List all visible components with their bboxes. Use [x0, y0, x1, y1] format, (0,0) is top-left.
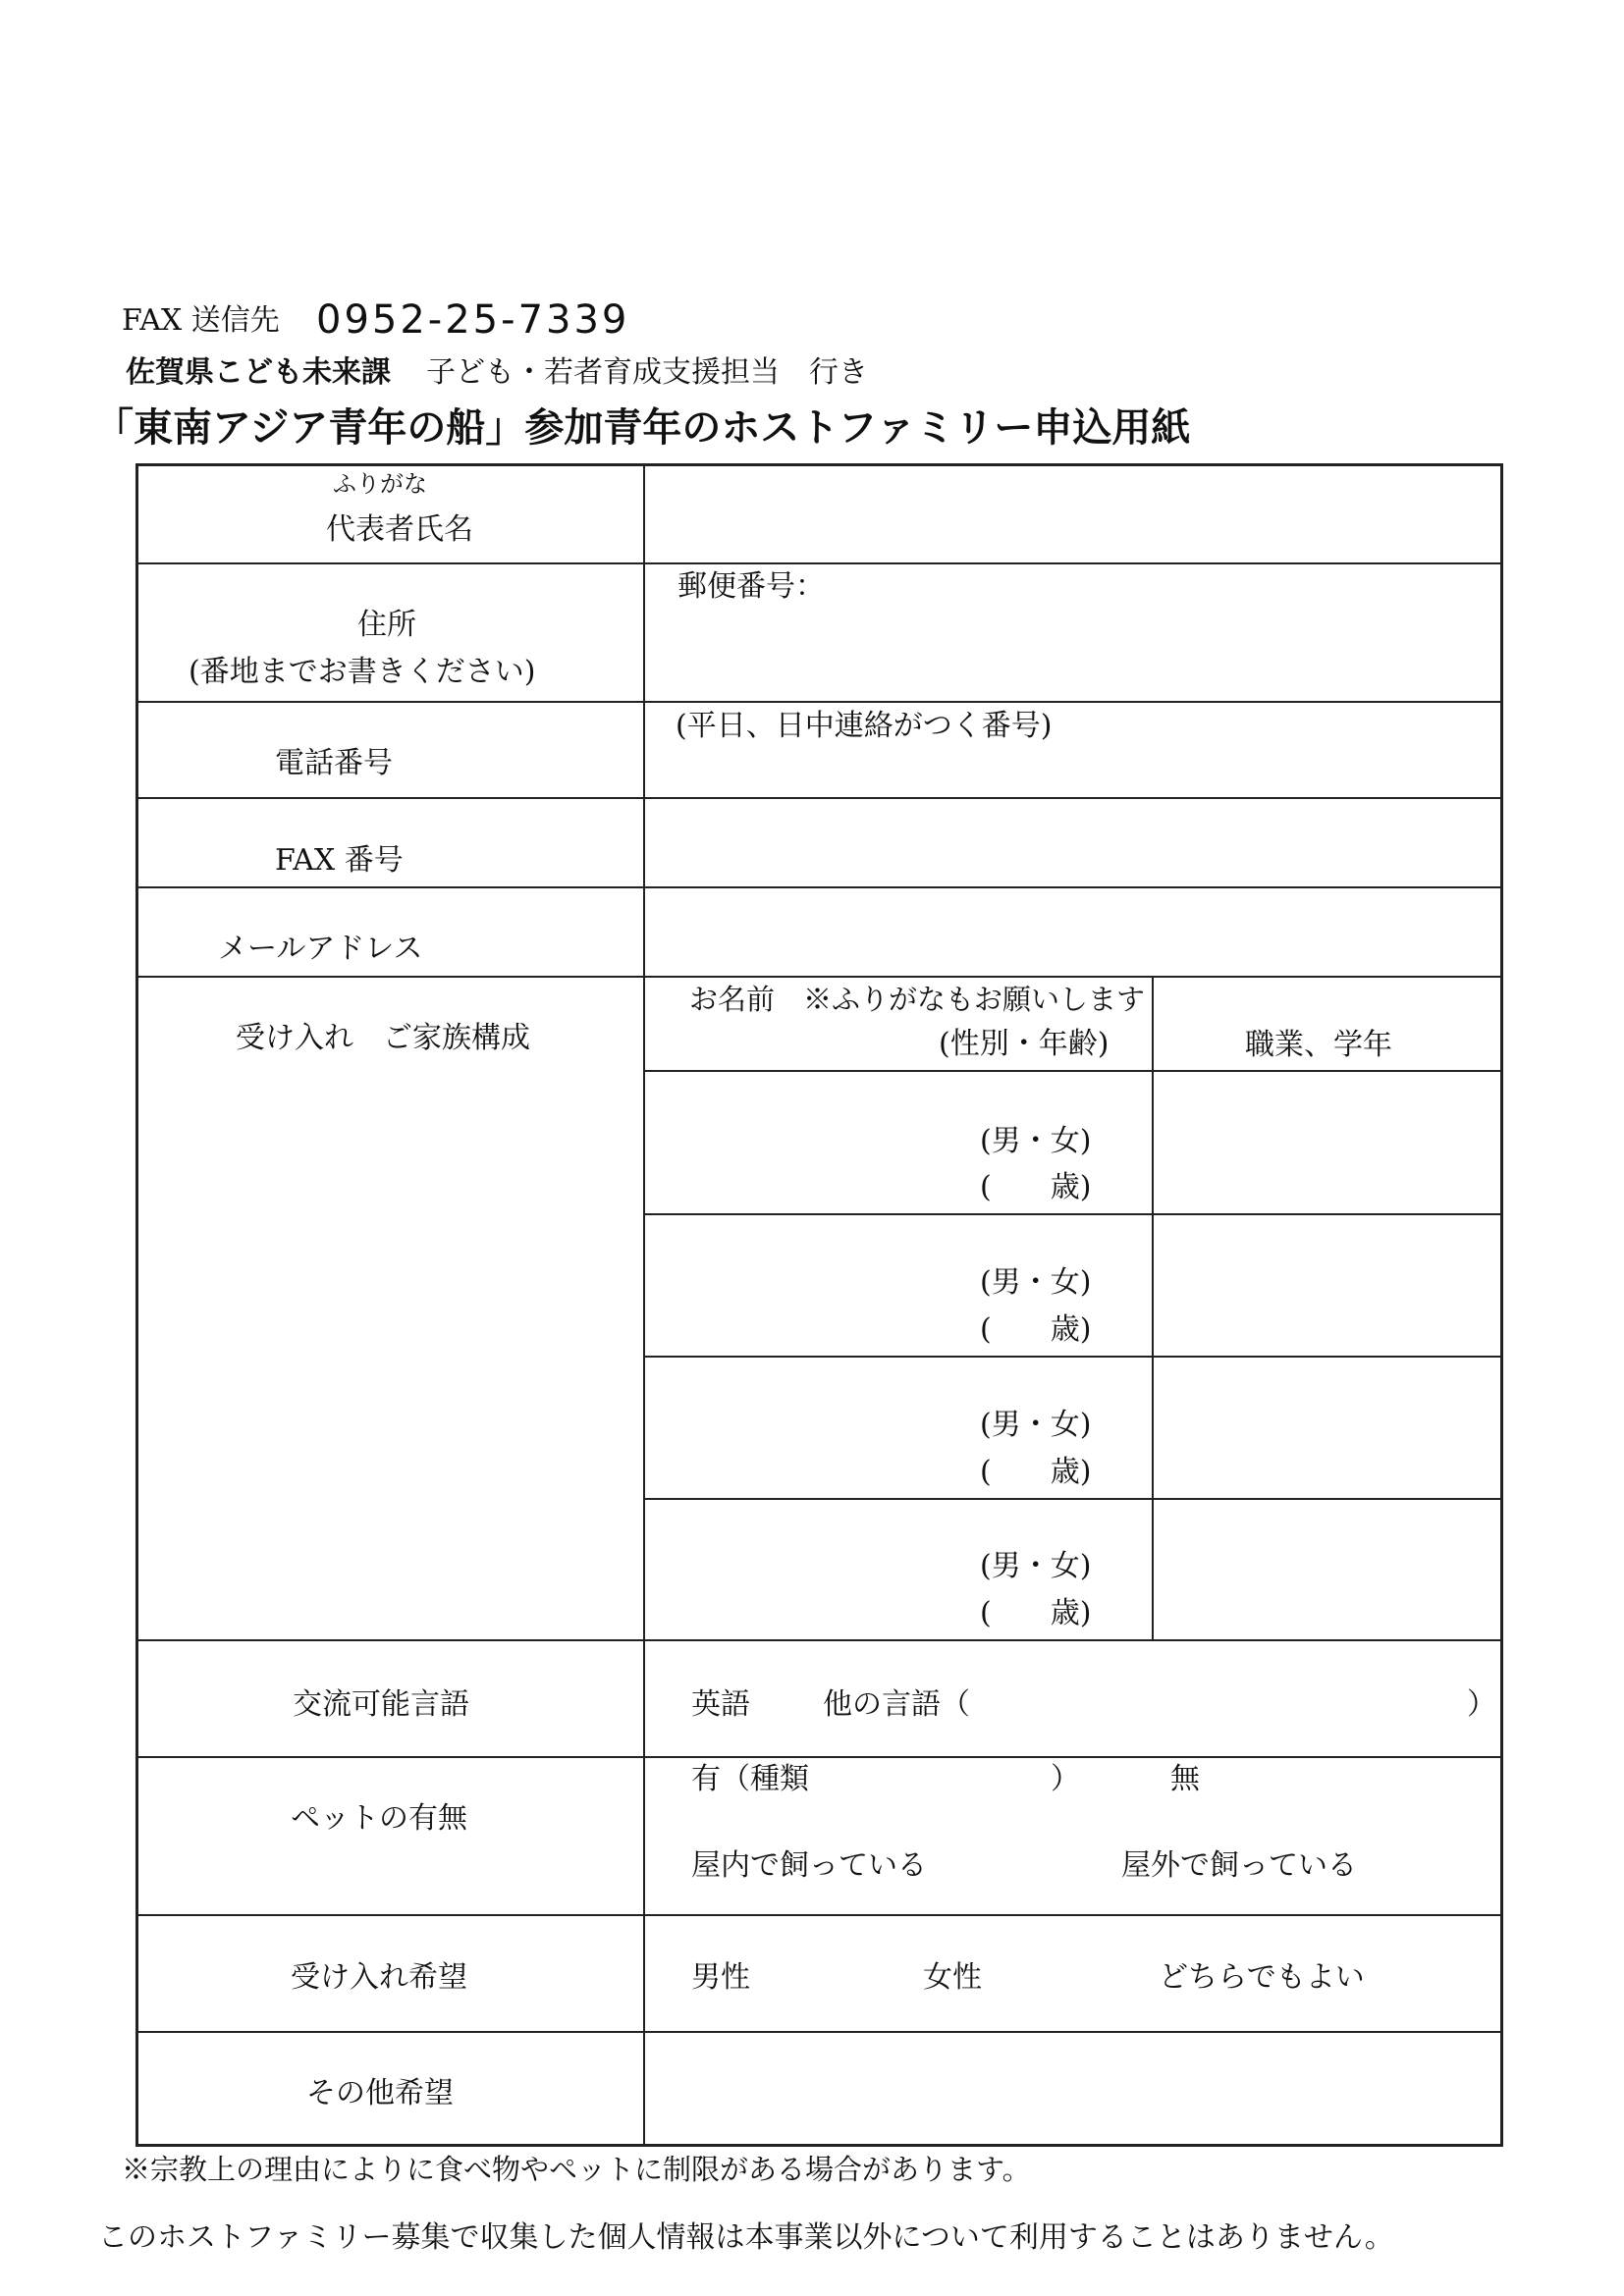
- language-english-option[interactable]: 英語: [691, 1687, 750, 1722]
- email-field[interactable]: [646, 889, 1500, 975]
- furigana-label: ふりがな: [333, 470, 427, 498]
- preference-label: 受け入れ希望: [291, 1960, 467, 1995]
- member-2-age[interactable]: ( 歳): [980, 1312, 1092, 1347]
- family-composition-label: 受け入れ ご家族構成: [236, 1021, 530, 1055]
- religion-note: ※宗教上の理由によりに食べ物やペットに制限がある場合があります。: [122, 2153, 1031, 2186]
- department-section: 子ども・若者育成支援担当 行き: [426, 355, 868, 390]
- member-3-name-field[interactable]: [646, 1359, 970, 1497]
- member-1-occupation-field[interactable]: [1155, 1073, 1500, 1212]
- preference-male-option[interactable]: 男性: [691, 1960, 750, 1995]
- preference-either-option[interactable]: どちらでもよい: [1159, 1960, 1365, 1995]
- member-4-gender[interactable]: (男・女): [980, 1549, 1092, 1583]
- representative-name-label: 代表者氏名: [326, 512, 473, 547]
- pet-yes-option[interactable]: 有（種類: [691, 1762, 809, 1796]
- member-2-occupation-field[interactable]: [1155, 1216, 1500, 1355]
- member-1-gender[interactable]: (男・女): [980, 1124, 1092, 1158]
- address-label: 住所: [357, 608, 416, 642]
- page-title: 「東南アジア青年の船」参加青年のホストファミリー申込用紙: [94, 405, 1191, 451]
- member-3-occupation-field[interactable]: [1155, 1359, 1500, 1497]
- language-other-close: ）: [1467, 1687, 1496, 1722]
- phone-note: (平日、日中連絡がつく番号): [676, 709, 1053, 743]
- department-name: 佐賀県こども未来課: [126, 355, 391, 390]
- email-label: メールアドレス: [218, 932, 423, 966]
- privacy-note: このホストファミリー募集で収集した個人情報は本事業以外について利用することはありません。: [98, 2220, 1394, 2255]
- language-other-option[interactable]: 他の言語（: [823, 1687, 970, 1722]
- address-note: (番地までお書きください): [189, 655, 536, 689]
- fax-number-label: FAX 番号: [275, 843, 404, 878]
- member-3-age[interactable]: ( 歳): [980, 1455, 1092, 1489]
- other-requests-label: その他希望: [306, 2076, 454, 2110]
- pets-label: ペットの有無: [291, 1801, 467, 1836]
- language-label: 交流可能言語: [293, 1687, 469, 1722]
- member-2-name-field[interactable]: [646, 1216, 970, 1355]
- member-2-gender[interactable]: (男・女): [980, 1265, 1092, 1300]
- pet-indoor-option[interactable]: 屋内で飼っている: [691, 1848, 927, 1883]
- postal-code-label: 郵便番号：: [677, 569, 825, 604]
- member-4-age[interactable]: ( 歳): [980, 1596, 1092, 1630]
- preference-female-option[interactable]: 女性: [923, 1960, 982, 1995]
- fax-field[interactable]: [646, 800, 1500, 885]
- member-4-name-field[interactable]: [646, 1501, 970, 1638]
- address-field[interactable]: [646, 565, 1500, 700]
- fax-number: 0952-25-7339: [316, 297, 630, 343]
- fax-label: FAX 送信先: [122, 303, 280, 338]
- language-other-field[interactable]: [994, 1669, 1465, 1728]
- member-1-name-field[interactable]: [646, 1073, 970, 1212]
- name-column-header: お名前 ※ふりがなもお願いします: [689, 983, 1146, 1016]
- member-4-occupation-field[interactable]: [1155, 1501, 1500, 1638]
- occupation-column-header: 職業、学年: [1245, 1028, 1392, 1062]
- pet-no-option[interactable]: 無: [1170, 1762, 1200, 1796]
- member-3-gender[interactable]: (男・女): [980, 1408, 1092, 1442]
- phone-field[interactable]: [646, 704, 1500, 796]
- pet-yes-close: ）: [1051, 1762, 1080, 1796]
- phone-label: 電話番号: [275, 746, 393, 780]
- gender-age-column-header: (性別・年齢): [939, 1027, 1110, 1061]
- member-1-age[interactable]: ( 歳): [980, 1170, 1092, 1204]
- other-requests-field[interactable]: [646, 2034, 1500, 2144]
- representative-name-field[interactable]: [646, 466, 1500, 561]
- pet-outdoor-option[interactable]: 屋外で飼っている: [1121, 1848, 1357, 1883]
